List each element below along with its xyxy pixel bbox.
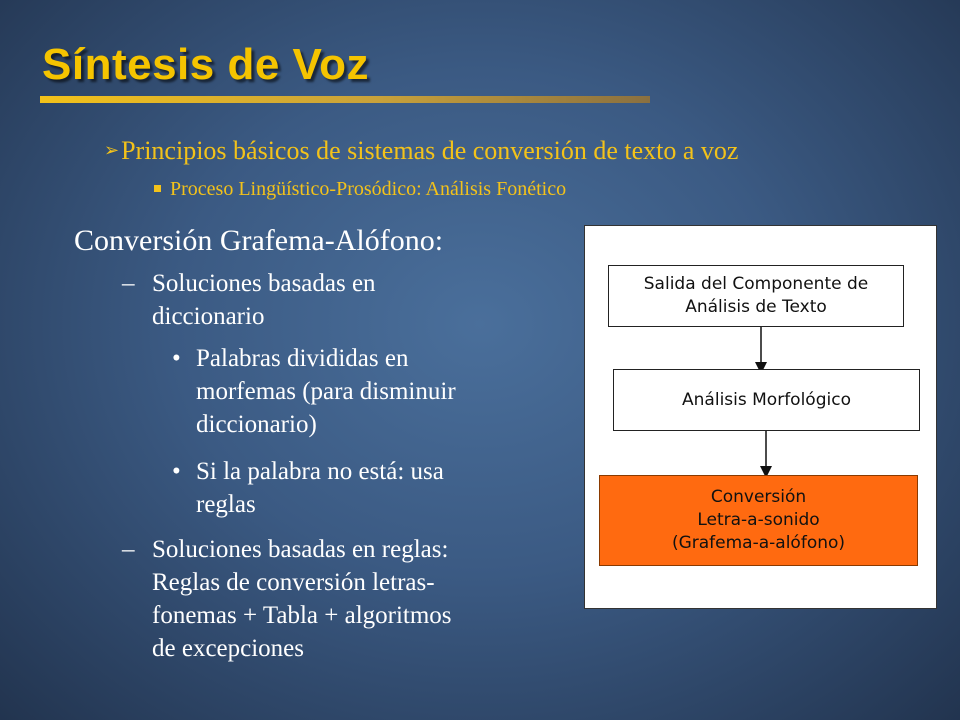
list-item-line: diccionario	[152, 303, 265, 330]
section-heading: Conversión Grafema-Alófono:	[74, 224, 444, 257]
arrow-bullet-icon: ➢	[104, 140, 120, 160]
list-item-line: Soluciones basadas en reglas:	[152, 536, 449, 563]
flow-diagram-panel	[584, 225, 937, 609]
dot-marker: •	[172, 458, 181, 485]
node-label: Análisis Morfológico	[682, 389, 851, 410]
list-item-line: morfemas (para disminuir	[196, 378, 456, 405]
list-item-line: Si la palabra no está: usa	[196, 458, 444, 485]
list-item	[172, 455, 444, 521]
diagram-node-morphological-analysis	[613, 369, 920, 431]
list-item-line: diccionario)	[196, 411, 317, 438]
list-item-line: de excepciones	[152, 635, 305, 662]
list-item-line: reglas	[196, 491, 256, 518]
bullet-level2-text: Proceso Lingüístico-Prosódico: Análisis Fonético	[170, 178, 567, 200]
list-item	[172, 342, 456, 441]
node-label: Análisis de Texto	[685, 297, 827, 317]
diagram-node-letter-to-sound	[599, 475, 918, 566]
list-item-line: Soluciones basadas en	[152, 270, 376, 297]
list-item-line: Reglas de conversión letras-	[152, 569, 435, 596]
title-underline	[40, 96, 650, 103]
node-label: Conversión	[710, 487, 807, 507]
bullet-level1	[104, 136, 738, 166]
list-item-line: Palabras divididas en	[196, 345, 409, 372]
diagram-node-text-analysis-output	[608, 265, 904, 327]
dash-marker: –	[122, 270, 135, 297]
list-item	[122, 533, 452, 665]
node-label: Salida del Componente de	[643, 274, 869, 294]
dash-marker: –	[122, 536, 135, 563]
square-bullet-icon	[154, 185, 161, 192]
slide-title: Síntesis de Voz	[42, 40, 369, 89]
bullet-level2	[154, 178, 566, 201]
node-label: Letra-a-sonido	[697, 510, 820, 530]
dot-marker: •	[172, 345, 181, 372]
node-label: (Grafema-a-alófono)	[671, 533, 846, 553]
list-item	[122, 267, 376, 333]
bullet-level1-text: Principios básicos de sistemas de conversión de texto a voz	[121, 136, 739, 165]
list-item-line: fonemas + Tabla + algoritmos	[152, 602, 452, 629]
